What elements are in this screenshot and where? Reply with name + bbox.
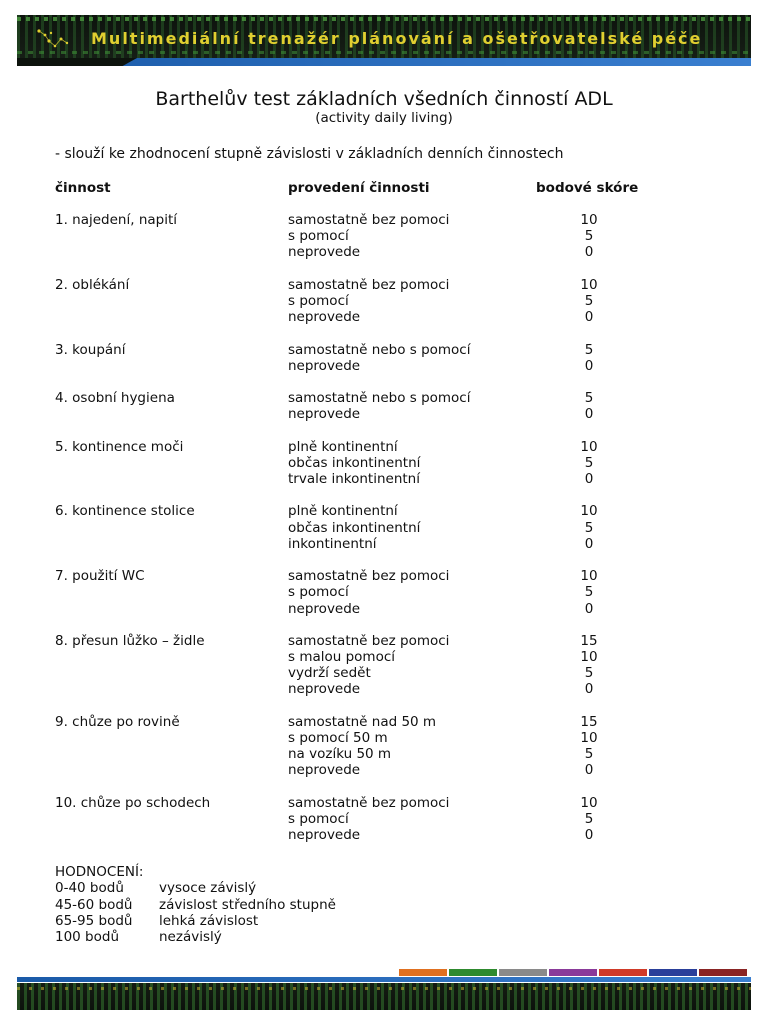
table-row: [0, 762, 768, 778]
evaluation-description: nezávislý: [159, 929, 222, 946]
table-row: [0, 455, 768, 471]
activity-group: [0, 439, 768, 488]
performance-description: vydrží sedět: [288, 665, 371, 682]
performance-description: samostatně bez pomoci: [288, 276, 450, 293]
score-value: 10: [580, 438, 598, 455]
score-value: 10: [580, 649, 598, 666]
score-value: 0: [584, 244, 594, 261]
header-accent-notch: [17, 58, 137, 66]
performance-description: samostatně bez pomoci: [288, 632, 450, 649]
activity-name: 1. najedení, napití: [55, 212, 178, 228]
evaluation-description: závislost středního stupně: [159, 896, 336, 913]
table-row: [0, 228, 768, 244]
score-value: 5: [584, 341, 594, 358]
score-value: 10: [580, 276, 598, 293]
score-value: 5: [584, 390, 594, 407]
performance-description: s pomocí: [288, 810, 349, 827]
color-swatch: [549, 969, 597, 976]
performance-description: občas inkontinentní: [288, 454, 421, 471]
activity-name: 4. osobní hygiena: [55, 390, 175, 407]
score-value: 10: [580, 794, 598, 811]
evaluation-points: 45-60 bodů: [55, 896, 133, 913]
evaluation-label: HODNOCENÍ:: [55, 864, 144, 880]
page-subtitle: (activity daily living): [315, 110, 453, 126]
score-value: 5: [584, 519, 594, 536]
performance-description: samostatně bez pomoci: [288, 794, 450, 811]
score-value: 15: [580, 632, 598, 649]
performance-description: samostatně bez pomoci: [288, 212, 450, 228]
activity-name: 10. chůze po schodech: [55, 794, 211, 811]
activity-group: [0, 568, 768, 617]
score-value: 5: [584, 810, 594, 827]
performance-description: neprovede: [288, 681, 361, 698]
score-value: 10: [580, 730, 598, 746]
adl-table: [0, 212, 768, 860]
table-row: [0, 406, 768, 422]
performance-description: s pomocí: [288, 292, 349, 309]
table-row: [0, 681, 768, 697]
evaluation-row: [55, 896, 336, 913]
color-swatch: [599, 969, 647, 976]
score-value: 0: [584, 309, 594, 326]
performance-description: občas inkontinentní: [288, 519, 421, 536]
table-row: [0, 633, 768, 649]
performance-description: neprovede: [288, 357, 361, 374]
performance-description: s malou pomocí: [288, 649, 396, 666]
evaluation-row: [55, 880, 257, 897]
score-value: 5: [584, 454, 594, 471]
activity-group: [0, 277, 768, 326]
evaluation-row: [55, 929, 222, 946]
score-value: 0: [584, 762, 594, 779]
table-row: [0, 665, 768, 681]
score-value: 15: [580, 713, 598, 730]
activity-name: 3. koupání: [55, 341, 126, 358]
table-row: [0, 795, 768, 811]
table-row: [0, 568, 768, 584]
score-value: 5: [584, 746, 594, 763]
evaluation-points: 0-40 bodů: [55, 880, 124, 897]
score-value: 10: [580, 212, 598, 228]
activity-group: [0, 342, 768, 374]
table-row: [0, 293, 768, 309]
table-row: [0, 309, 768, 325]
table-row: [0, 358, 768, 374]
performance-description: samostatně bez pomoci: [288, 568, 450, 585]
performance-description: neprovede: [288, 309, 361, 326]
activity-name: 5. kontinence moči: [55, 438, 184, 455]
activity-name: 6. kontinence stolice: [55, 503, 195, 520]
color-swatch: [449, 969, 497, 976]
performance-description: trvale inkontinentní: [288, 471, 420, 487]
table-row: [0, 212, 768, 228]
activity-group: [0, 390, 768, 422]
evaluation-description: lehká závislost: [159, 912, 259, 929]
performance-description: samostatně nebo s pomocí: [288, 341, 471, 358]
color-swatch: [699, 969, 747, 976]
table-row: [0, 277, 768, 293]
performance-description: plně kontinentní: [288, 438, 398, 455]
activity-group: [0, 633, 768, 698]
score-value: 5: [584, 584, 594, 601]
score-value: 5: [584, 228, 594, 245]
performance-description: neprovede: [288, 406, 361, 423]
table-row: [0, 520, 768, 536]
evaluation-row: [55, 912, 259, 929]
performance-description: neprovede: [288, 244, 361, 261]
column-header-performance: provedení činnosti: [288, 180, 430, 196]
score-value: 0: [584, 471, 594, 487]
performance-description: neprovede: [288, 827, 361, 844]
score-value: 0: [584, 406, 594, 423]
table-row: [0, 730, 768, 746]
performance-description: samostatně nad 50 m: [288, 713, 437, 730]
activity-name: 2. oblékání: [55, 276, 130, 293]
performance-description: inkontinentní: [288, 535, 377, 552]
table-row: [0, 827, 768, 843]
performance-description: samostatně nebo s pomocí: [288, 390, 471, 407]
score-value: 0: [584, 535, 594, 552]
table-row: [0, 746, 768, 762]
score-value: 0: [584, 600, 594, 617]
activity-name: 7. použití WC: [55, 568, 145, 585]
score-value: 10: [580, 503, 598, 520]
score-value: 0: [584, 357, 594, 374]
table-row: [0, 584, 768, 600]
performance-description: s pomocí 50 m: [288, 730, 388, 746]
intro-text: - slouží ke zhodnocení stupně závislosti v základních denních činnostech: [55, 146, 564, 162]
score-value: 5: [584, 292, 594, 309]
table-row: [0, 503, 768, 519]
color-swatch: [399, 969, 447, 976]
page-title: Barthelův test základních všedních činností ADL: [155, 88, 613, 110]
score-value: 0: [584, 681, 594, 698]
color-swatch: [499, 969, 547, 976]
evaluation-points: 100 bodů: [55, 929, 120, 946]
app-title: Multimediální trenažér plánování a ošetřovatelské péče: [91, 29, 703, 48]
table-row: [0, 714, 768, 730]
table-row: [0, 390, 768, 406]
activity-name: 8. přesun lůžko – židle: [55, 632, 205, 649]
table-row: [0, 244, 768, 260]
performance-description: neprovede: [288, 762, 361, 779]
column-header-activity: činnost: [55, 180, 111, 196]
column-header-score: bodové skóre: [536, 180, 639, 196]
evaluation-section: [55, 864, 336, 946]
evaluation-points: 65-95 bodů: [55, 912, 133, 929]
table-row: [0, 536, 768, 552]
table-row: [0, 439, 768, 455]
activity-group: [0, 795, 768, 844]
table-row: [0, 601, 768, 617]
performance-description: plně kontinentní: [288, 503, 398, 520]
activity-group: [0, 212, 768, 261]
activity-name: 9. chůze po rovině: [55, 713, 180, 730]
constellation-star-icon: [35, 25, 73, 55]
score-value: 10: [580, 568, 598, 585]
footer-band: [17, 983, 751, 1010]
score-value: 0: [584, 827, 594, 844]
performance-description: s pomocí: [288, 228, 349, 245]
performance-description: na vozíku 50 m: [288, 746, 392, 763]
performance-description: s pomocí: [288, 584, 349, 601]
table-row: [0, 649, 768, 665]
header-banner: [17, 15, 751, 66]
score-value: 5: [584, 665, 594, 682]
table-row: [0, 342, 768, 358]
footer-accent-stripe: [17, 977, 751, 982]
activity-group: [0, 503, 768, 552]
color-swatch: [649, 969, 697, 976]
activity-group: [0, 714, 768, 779]
table-row: [0, 471, 768, 487]
table-row: [0, 811, 768, 827]
evaluation-description: vysoce závislý: [159, 880, 257, 897]
performance-description: neprovede: [288, 600, 361, 617]
footer-color-bar: [399, 969, 749, 976]
